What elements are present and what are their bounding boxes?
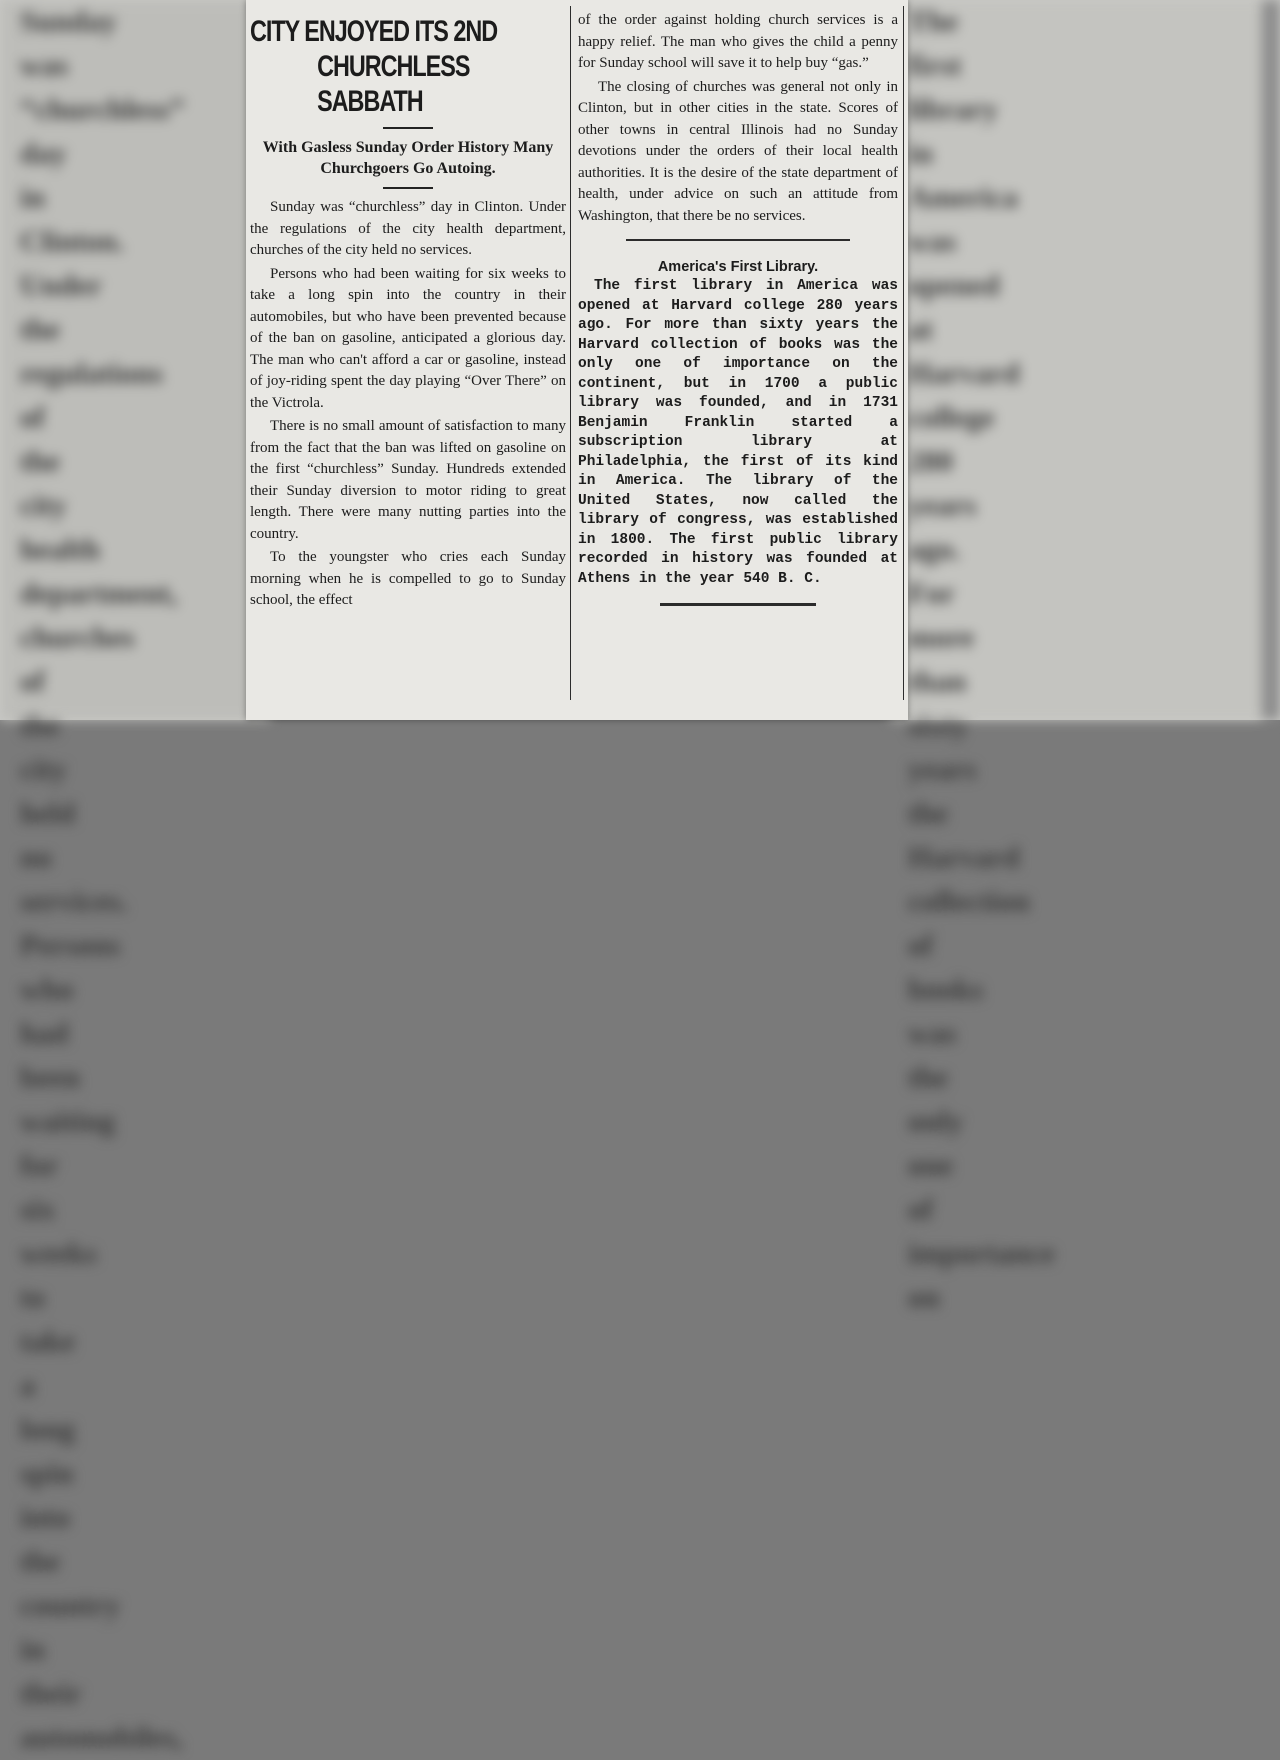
article-paragraph: Sunday was “churchless” day in Clinton. Under the regulations of the city health department, churches of the city held no services. <box>250 199 566 258</box>
sidebar-body <box>578 277 898 589</box>
headline-divider <box>383 127 433 129</box>
column-rule-right <box>903 6 904 700</box>
blurred-right-panel: The first library in America was opened at Harvard college 280 years ago. For more than sixty years the Harvard collection of books was the only one of importance on <box>890 0 1280 720</box>
newspaper-clipping <box>246 0 908 720</box>
image-edge <box>1262 0 1280 720</box>
article-paragraph: To the youngster who cries each Sunday morning when he is compelled to go to Sunday school, the effect <box>250 549 566 608</box>
section-divider <box>626 239 850 241</box>
headline-line-2: CHURCHLESS SABBATH <box>317 50 470 118</box>
column-rule <box>570 6 571 700</box>
subheadline-divider <box>383 187 433 189</box>
right-column <box>578 0 898 720</box>
article-paragraph: There is no small amount of satisfaction to many from the fact that the ban was lifted on gasoline on the first “churchless” Sunday. Hundreds extended their Sunday diversion to motor riding to great length. There were many nutting parties into the country. <box>250 418 566 542</box>
sidebar-paragraph: The first library in America was opened at Harvard college 280 years ago. For more than sixty years the Harvard collection of books was the only one of importance on the continent, but in 1700 a public library was founded, and in 1731 Benjamin Franklin started a subscription library at Philadelphia, the first of its kind in America. The library of the United States, now called the library of congress, was established in 1800. The first public library recorded in history was founded at Athens in the year 540 B. C. <box>578 278 898 587</box>
article-continuation: The closing of churches was general not only in Clinton, but in other cities in the state. Scores of other towns in central Illinois had no Sunday devotions under the orders of their local health authorities. It is the desire of the state department of health, under advice on such an attitude from Washington, that there be no services. <box>578 78 898 224</box>
sidebar-title: America's First Library. <box>657 259 819 275</box>
left-column <box>250 0 566 720</box>
blurred-left-panel: Sunday was “churchless” day in Clinton. Under the regulations of the city health department, churches of the city held no services. Persons who had been waiting for six weeks to take a long spin into the country in their automobiles, <box>0 0 270 720</box>
subheadline: With Gasless Sunday Order History Many Churchgoers Go Autoing. <box>262 139 554 177</box>
headline <box>250 14 570 119</box>
bottom-divider <box>660 603 816 606</box>
headline-line-1: CITY ENJOYED ITS 2ND <box>250 15 498 48</box>
article-continuation: of the order against holding church services is a happy relief. The man who gives the child a penny for Sunday school will save it to help buy “gas.” <box>578 12 898 71</box>
article-paragraph: Persons who had been waiting for six weeks to take a long spin into the country in their automobiles, but who have been prevented because of the ban on gasoline, anticipated a glorious day. The man who can't afford a car or gasoline, instead of joy-riding spent the day playing “Over There” on the Victrola. <box>250 265 566 411</box>
